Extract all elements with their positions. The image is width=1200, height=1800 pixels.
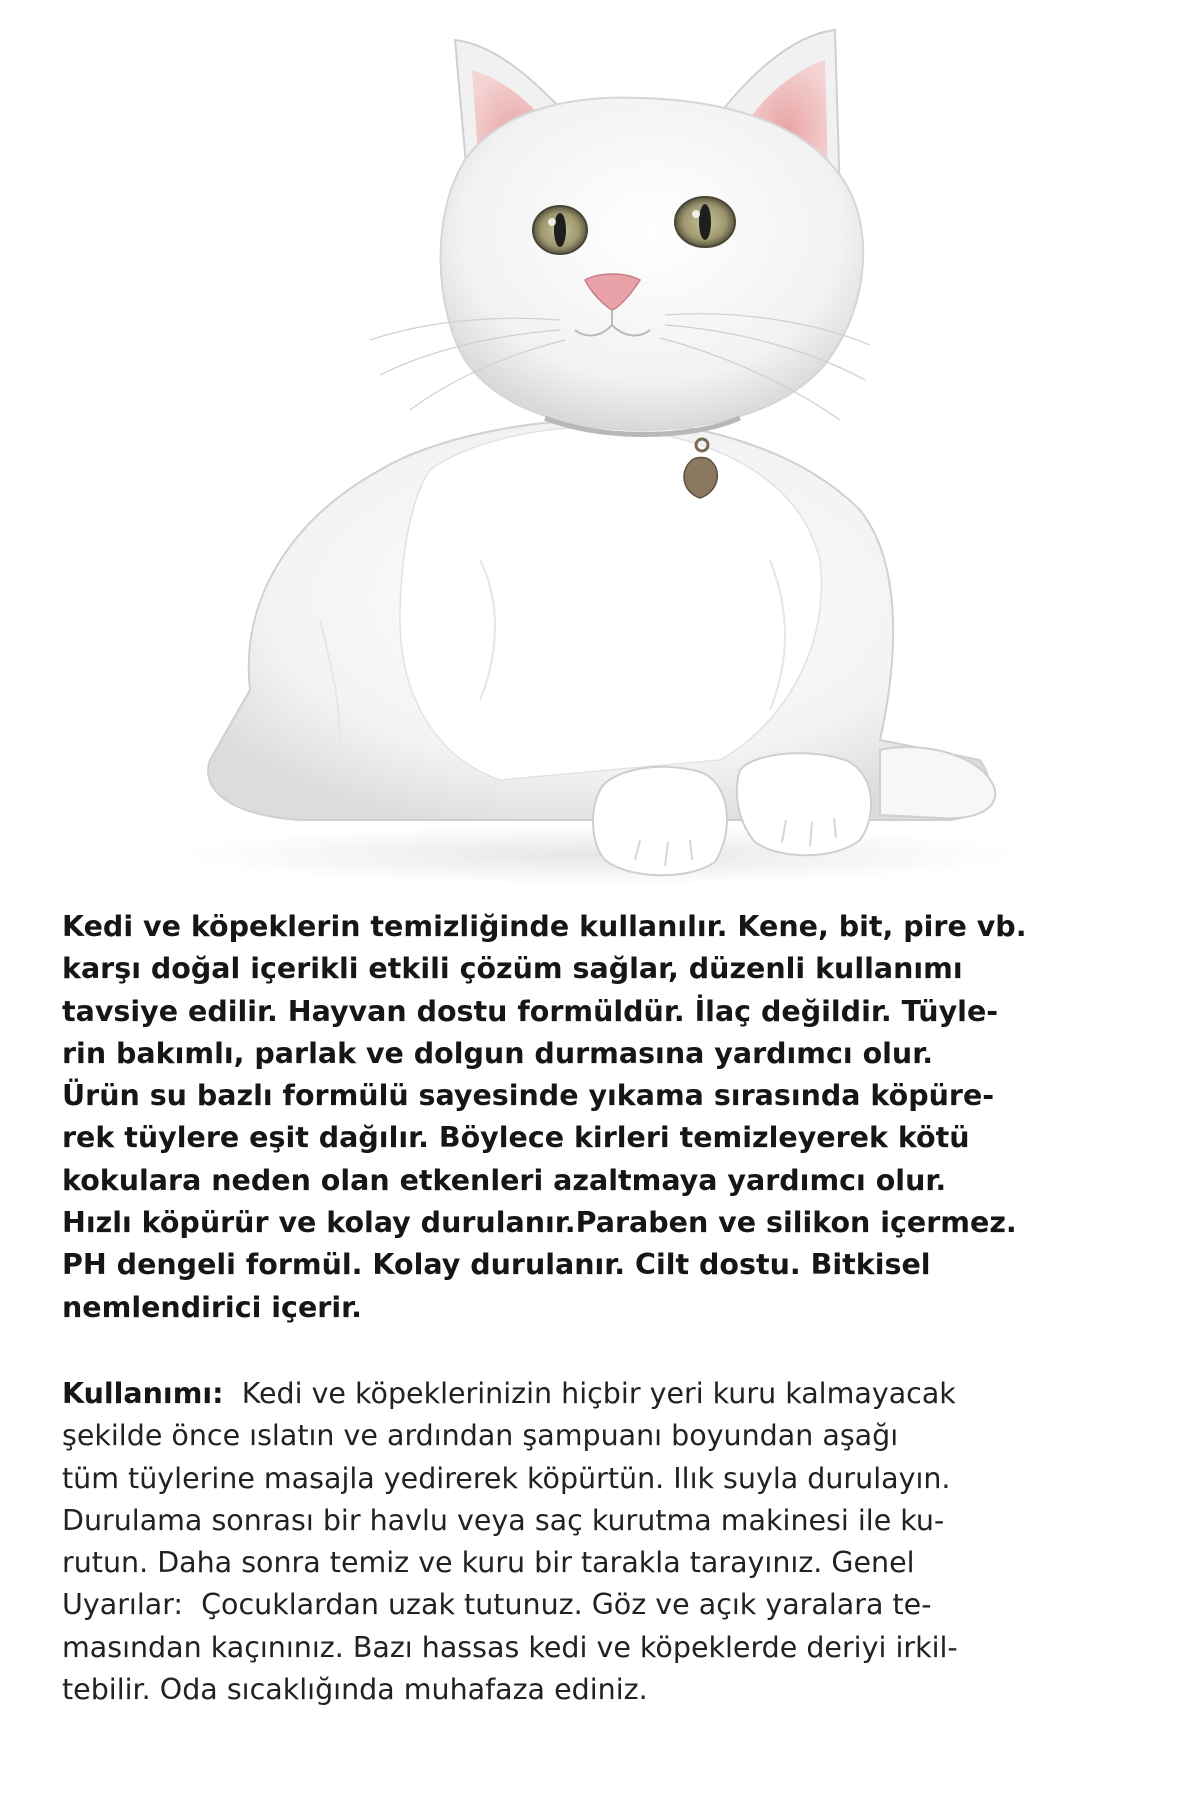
product-info	[62, 906, 1152, 1711]
description-line: karşı doğal içerikli etkili çözüm sağlar, düzenli kullanımı	[62, 952, 963, 986]
description-line: kokulara neden olan etkenleri azaltmaya yardımcı olur.	[62, 1163, 947, 1197]
usage-line: rutun. Daha sonra temiz ve kuru bir tarakla tarayınız. Genel	[62, 1546, 915, 1580]
usage-line: Uyarılar: Çocuklardan uzak tutunuz. Göz ve açık yaralara te-	[62, 1588, 932, 1622]
description-line: rek tüylere eşit dağılır. Böylece kirleri temizleyerek kötü	[62, 1121, 970, 1155]
description-line: Kedi ve köpeklerin temizliğinde kullanılır. Kene, bit, pire vb.	[62, 910, 1027, 943]
description-line: tavsiye edilir. Hayvan dostu formüldür. İlaç değildir. Tüyle-	[62, 994, 999, 1028]
description-line: nemlendirici içerir.	[62, 1290, 362, 1324]
usage-line: tüm tüylerine masajla yedirerek köpürtün. Ilık suyla durulayın.	[62, 1461, 951, 1495]
description-line: Ürün su bazlı formülü sayesinde yıkama sırasında köpüre-	[62, 1079, 995, 1113]
usage-first-line	[62, 1373, 1152, 1415]
usage-line: Kedi ve köpeklerinizin hiçbir yeri kuru kalmayacak	[223, 1376, 956, 1410]
description-line: Hızlı köpürür ve kolay durulanır.Paraben ve silikon içermez.	[62, 1206, 1017, 1240]
usage-line: masından kaçınınız. Bazı hassas kedi ve köpeklerde deriyi irkil-	[62, 1630, 958, 1664]
usage-line: Durulama sonrası bir havlu veya saç kurutma makinesi ile ku-	[62, 1503, 945, 1537]
usage-instructions	[62, 1373, 1152, 1711]
description-line: rin bakımlı, parlak ve dolgun durmasına yardımcı olur.	[62, 1036, 934, 1070]
description-line: PH dengeli formül. Kolay durulanır. Cilt dostu. Bitkisel	[62, 1248, 931, 1282]
usage-line: tebilir. Oda sıcaklığında muhafaza ediniz.	[62, 1673, 648, 1707]
product-description	[62, 906, 1152, 1329]
usage-line: şekilde önce ıslatın ve ardından şampuanı boyundan aşağı	[62, 1419, 899, 1453]
usage-label: Kullanımı:	[62, 1376, 224, 1410]
